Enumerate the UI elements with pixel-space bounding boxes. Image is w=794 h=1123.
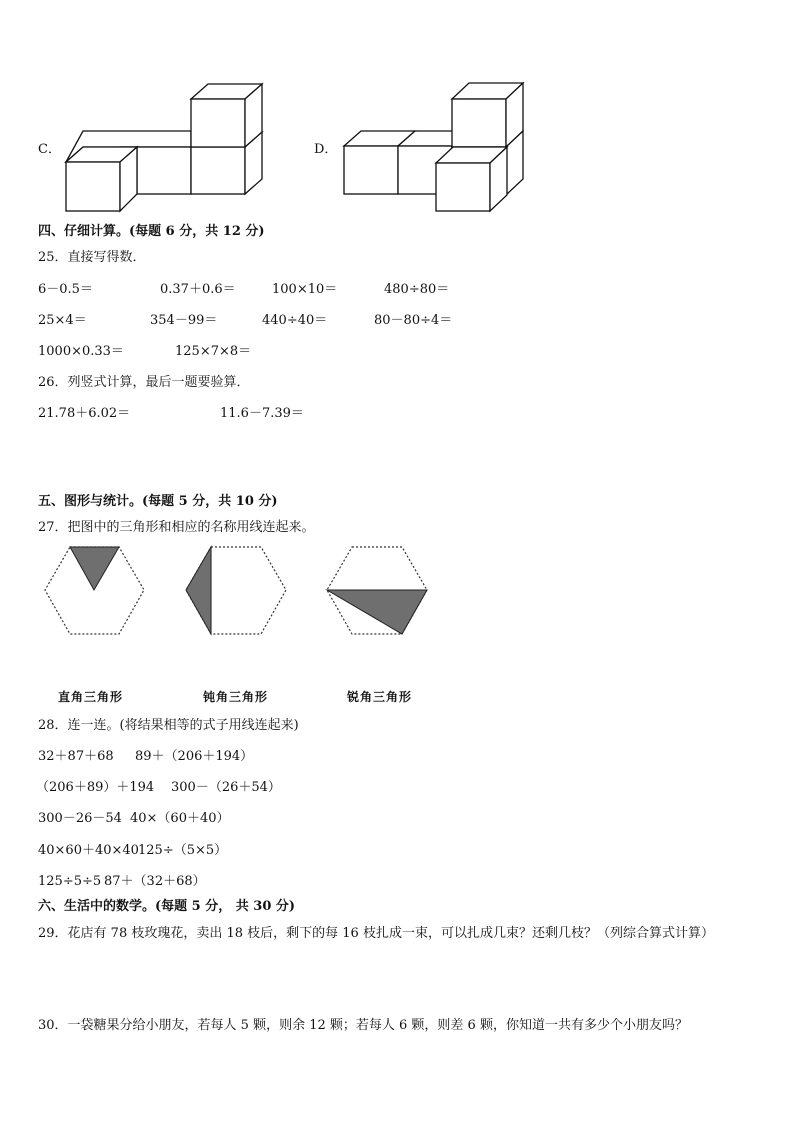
q28-left-item: 32＋87＋68 (38, 749, 114, 764)
q25-item: 6－0.5＝ (38, 282, 93, 297)
question-26-stem: 26．列竖式计算，最后一题要验算． (38, 375, 250, 390)
q28-right-item: 125÷（5×5） (138, 843, 228, 858)
label-obtuse-triangle: 钝角三角形 (203, 690, 269, 704)
label-right-triangle: 直角三角形 (58, 690, 124, 704)
label-acute-triangle: 锐角三角形 (347, 690, 413, 704)
question-30: 30．一袋糖果分给小朋友，若每人 5 颗，则余 12 颗；若每人 6 颗，则差 6 颗，你知道一共有多少个小朋友吗？ (38, 1018, 688, 1033)
q26-item: 11.6－7.39＝ (220, 406, 304, 421)
q25-item: 480÷80＝ (384, 282, 450, 297)
obtuse-triangle-shape (186, 547, 211, 634)
q28-right-item: 40×（60＋40） (130, 811, 230, 826)
q28-right-item: 87＋（32＋68） (104, 874, 206, 889)
question-27-stem: 27．把图中的三角形和相应的名称用线连起来。 (38, 520, 315, 535)
q26-item: 21.78＋6.02＝ (38, 406, 131, 421)
q25-item: 80－80÷4＝ (374, 313, 453, 328)
q25-item: 440÷40＝ (262, 313, 328, 328)
q25-item: 100×10＝ (272, 282, 338, 297)
question-28-stem: 28．连一连。(将结果相等的式子用线连起来) (38, 718, 299, 733)
q25-item: 354－99＝ (150, 313, 218, 328)
q28-left-item: 40×60＋40×40 (38, 843, 139, 858)
q28-left-item: 300－26－54 (38, 811, 122, 826)
section-5-heading: 五、图形与统计。(每题 5 分，共 10 分) (38, 494, 278, 509)
q25-item: 125×7×8＝ (175, 344, 252, 359)
q28-left-item: 125÷5÷5 (38, 874, 102, 889)
question-25-stem: 25．直接写得数． (38, 250, 146, 265)
q25-item: 0.37＋0.6＝ (160, 282, 236, 297)
q28-right-item: 89＋（206＋194） (135, 749, 254, 764)
q25-item: 25×4＝ (38, 313, 87, 328)
option-c-label: C． (38, 142, 61, 157)
question-29: 29．花店有 78 枝玫瑰花，卖出 18 枝后，剩下的每 16 枝扎成一束，可以扎成几束？还剩几枝？（列综合算式计算） (38, 926, 714, 941)
option-d-label: D． (314, 142, 338, 157)
section-4-heading: 四、仔细计算。(每题 6 分，共 12 分) (38, 224, 265, 239)
q28-left-item: （206＋89）＋194 (36, 780, 155, 795)
q28-right-item: 300－（26＋54） (171, 780, 281, 795)
q25-item: 1000×0.33＝ (38, 344, 124, 359)
section-6-heading: 六、生活中的数学。(每题 5 分， 共 30 分) (38, 899, 296, 914)
